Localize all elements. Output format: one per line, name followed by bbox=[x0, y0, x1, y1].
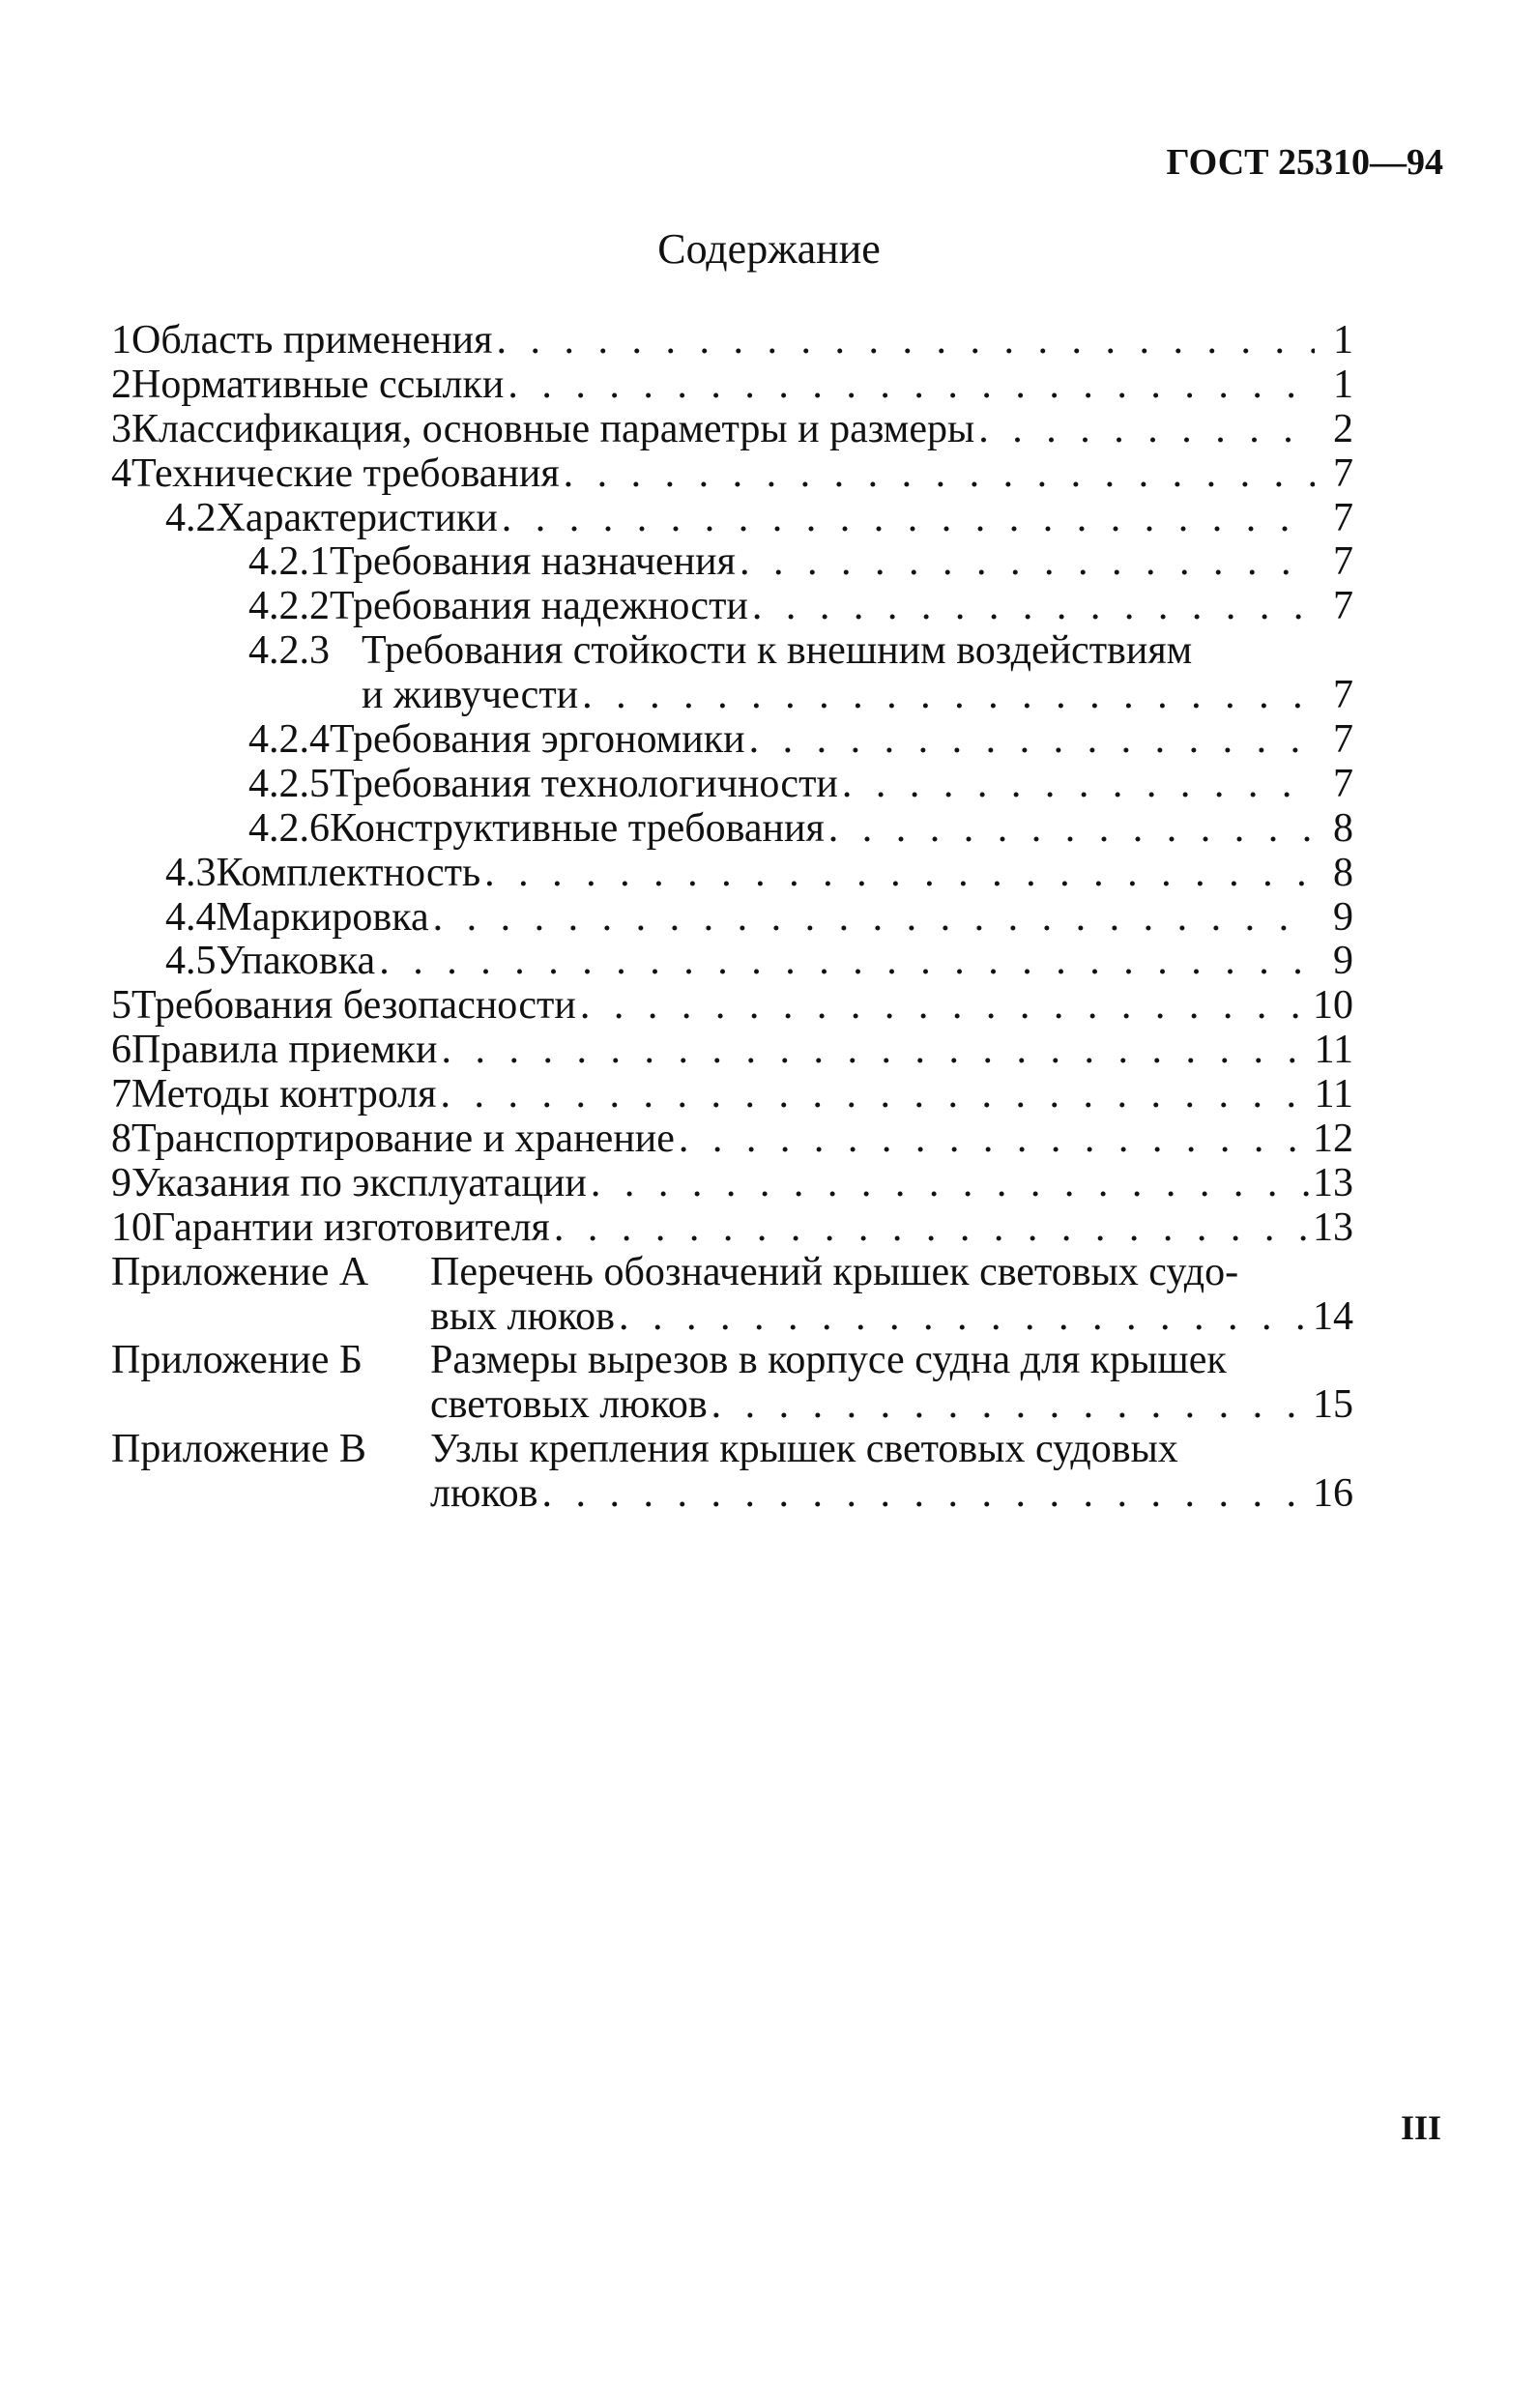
toc-entry-1[interactable] bbox=[111, 319, 1445, 363]
toc-label: Упаковка bbox=[216, 940, 376, 984]
toc-number: 4.2 bbox=[165, 496, 217, 540]
toc-appendix-v[interactable] bbox=[111, 1428, 1445, 1472]
standard-designation: ГОСТ 25310—94 bbox=[1166, 142, 1443, 183]
toc-entry-4-5[interactable] bbox=[111, 940, 1445, 984]
toc-number: 8 bbox=[111, 1117, 131, 1162]
toc-page: 9 bbox=[1333, 894, 1353, 940]
dot-leader bbox=[752, 585, 1315, 629]
toc-number: 4.2.4 bbox=[248, 718, 330, 763]
toc-label: Правила приемки bbox=[131, 1029, 438, 1073]
toc-label-continued: световых люков bbox=[430, 1383, 708, 1428]
toc-page: 10 bbox=[1313, 983, 1353, 1029]
page-title: Содержание bbox=[657, 225, 881, 273]
dot-leader bbox=[484, 852, 1315, 896]
dot-leader bbox=[564, 452, 1315, 497]
dot-leader bbox=[580, 984, 1315, 1029]
toc-label: Гарантии изготовителя bbox=[152, 1205, 550, 1250]
toc-page: 1 bbox=[1333, 318, 1353, 363]
dot-leader bbox=[679, 1117, 1315, 1162]
toc-number: 4.5 bbox=[165, 940, 217, 984]
toc-page: 8 bbox=[1333, 850, 1353, 895]
toc-number: 7 bbox=[111, 1073, 131, 1117]
toc-page: 7 bbox=[1333, 584, 1353, 629]
toc-appendix-v-continued[interactable] bbox=[111, 1472, 1445, 1517]
toc-entry-9[interactable] bbox=[111, 1162, 1445, 1206]
toc-entry-4-2-3-continued[interactable] bbox=[111, 674, 1445, 718]
dot-leader bbox=[496, 319, 1315, 363]
dot-leader bbox=[619, 1295, 1315, 1340]
dot-leader bbox=[440, 1073, 1315, 1117]
toc-number: 1 bbox=[111, 319, 131, 363]
toc-label: Требования безопасности bbox=[131, 984, 576, 1029]
toc-number: 4.2.2 bbox=[248, 585, 330, 629]
dot-leader bbox=[379, 940, 1315, 984]
toc-entry-3[interactable] bbox=[111, 408, 1445, 452]
toc-number: Приложение В bbox=[111, 1428, 366, 1472]
toc-page: 16 bbox=[1313, 1471, 1353, 1517]
toc-entry-4-2-2[interactable] bbox=[111, 585, 1445, 629]
dot-leader bbox=[502, 497, 1315, 541]
toc-entry-5[interactable] bbox=[111, 984, 1445, 1029]
toc-number: 9 bbox=[111, 1161, 131, 1205]
toc-page: 9 bbox=[1333, 939, 1353, 984]
toc-entry-4-2-1[interactable] bbox=[111, 540, 1445, 585]
toc-label: Размеры вырезов в корпусе судна для крышек bbox=[430, 1339, 1227, 1383]
dot-leader bbox=[582, 674, 1315, 718]
toc-label: Указания по эксплуатации bbox=[131, 1161, 587, 1205]
toc-number: 10 bbox=[111, 1205, 152, 1250]
toc-label: Область применения bbox=[131, 319, 493, 363]
toc-number: 4.2.3 bbox=[248, 629, 330, 674]
toc-appendix-b[interactable] bbox=[111, 1339, 1445, 1383]
toc-label: Перечень обозначений крышек световых судо- bbox=[430, 1250, 1239, 1294]
toc-entry-2[interactable] bbox=[111, 363, 1445, 408]
toc-label: Классификация, основные параметры и размеры bbox=[131, 407, 975, 451]
page-number: III bbox=[1400, 2108, 1441, 2147]
toc-label: Узлы крепления крышек световых судовых bbox=[430, 1428, 1178, 1472]
toc-label: Методы контроля bbox=[131, 1073, 437, 1117]
toc-page: 11 bbox=[1314, 1072, 1353, 1117]
dot-leader bbox=[541, 1472, 1315, 1517]
toc-entry-10[interactable] bbox=[111, 1206, 1445, 1251]
toc-entry-8[interactable] bbox=[111, 1117, 1445, 1162]
toc-page: 15 bbox=[1313, 1382, 1353, 1428]
toc-label: Требования технологичности bbox=[330, 762, 838, 806]
toc-number: 4.2.6 bbox=[248, 806, 330, 851]
toc-label: Характеристики bbox=[216, 496, 498, 540]
toc-appendix-b-continued[interactable] bbox=[111, 1383, 1445, 1428]
toc-entry-7[interactable] bbox=[111, 1073, 1445, 1117]
toc-label-continued: люков bbox=[430, 1472, 538, 1517]
toc-page: 13 bbox=[1313, 1160, 1353, 1205]
toc-page: 14 bbox=[1313, 1293, 1353, 1339]
dot-leader bbox=[591, 1162, 1315, 1206]
toc-page: 7 bbox=[1333, 539, 1353, 585]
toc-number: 4 bbox=[111, 451, 131, 496]
toc-page: 12 bbox=[1313, 1117, 1353, 1162]
dot-leader bbox=[711, 1383, 1315, 1428]
toc-page: 7 bbox=[1333, 673, 1353, 718]
toc-number: 4.4 bbox=[165, 895, 217, 940]
toc-entry-4-2-3[interactable] bbox=[111, 629, 1445, 674]
toc-entry-4-2[interactable] bbox=[111, 497, 1445, 541]
toc-number: 5 bbox=[111, 984, 131, 1029]
toc-page: 2 bbox=[1333, 406, 1353, 451]
toc-entry-4[interactable] bbox=[111, 452, 1445, 497]
toc-page: 11 bbox=[1314, 1028, 1353, 1073]
toc-entry-4-2-4[interactable] bbox=[111, 718, 1445, 763]
toc-number: 4.2.5 bbox=[248, 762, 330, 806]
toc-page: 7 bbox=[1333, 495, 1353, 540]
toc-label: Требования назначения bbox=[330, 540, 736, 585]
dot-leader bbox=[433, 896, 1315, 941]
dot-leader bbox=[554, 1206, 1315, 1251]
toc-page: 13 bbox=[1313, 1204, 1353, 1250]
toc-entry-4-2-6[interactable] bbox=[111, 807, 1445, 852]
toc-label: Требования стойкости к внешним воздействиям bbox=[362, 629, 1193, 674]
toc-page: 8 bbox=[1333, 805, 1353, 851]
toc-number: Приложение А bbox=[111, 1250, 369, 1294]
toc-label: Требования надежности bbox=[330, 585, 748, 629]
dot-leader bbox=[740, 540, 1315, 585]
toc-label: Маркировка bbox=[216, 895, 429, 940]
toc-label: Конструктивные требования bbox=[330, 806, 825, 851]
toc-label: Транспортирование и хранение bbox=[131, 1117, 675, 1162]
toc-label: Нормативные ссылки bbox=[131, 363, 505, 407]
toc-label-continued: и живучести bbox=[362, 674, 579, 718]
toc-label: Комплектность bbox=[216, 851, 481, 895]
dot-leader bbox=[441, 1029, 1315, 1073]
toc-number: 4.2.1 bbox=[248, 540, 330, 585]
toc-appendix-a[interactable] bbox=[111, 1251, 1445, 1295]
toc-number: Приложение Б bbox=[111, 1339, 363, 1383]
table-of-contents bbox=[111, 319, 1445, 1517]
toc-number: 2 bbox=[111, 363, 131, 407]
toc-page: 7 bbox=[1333, 450, 1353, 496]
toc-page: 7 bbox=[1333, 717, 1353, 763]
toc-entry-4-3[interactable] bbox=[111, 852, 1445, 896]
toc-entry-4-2-5[interactable] bbox=[111, 763, 1445, 807]
dot-leader bbox=[508, 363, 1315, 408]
toc-number: 4.3 bbox=[165, 851, 217, 895]
toc-page: 7 bbox=[1333, 761, 1353, 806]
dot-leader bbox=[749, 718, 1315, 763]
toc-number: 6 bbox=[111, 1029, 131, 1073]
toc-label: Требования эргономики bbox=[330, 718, 745, 763]
toc-entry-4-4[interactable] bbox=[111, 896, 1445, 941]
toc-label-continued: вых люков bbox=[430, 1294, 615, 1339]
toc-number: 3 bbox=[111, 407, 131, 451]
toc-page: 1 bbox=[1333, 362, 1353, 407]
toc-label: Технические требования bbox=[131, 451, 560, 496]
toc-appendix-a-continued[interactable] bbox=[111, 1295, 1445, 1340]
toc-entry-6[interactable] bbox=[111, 1029, 1445, 1073]
